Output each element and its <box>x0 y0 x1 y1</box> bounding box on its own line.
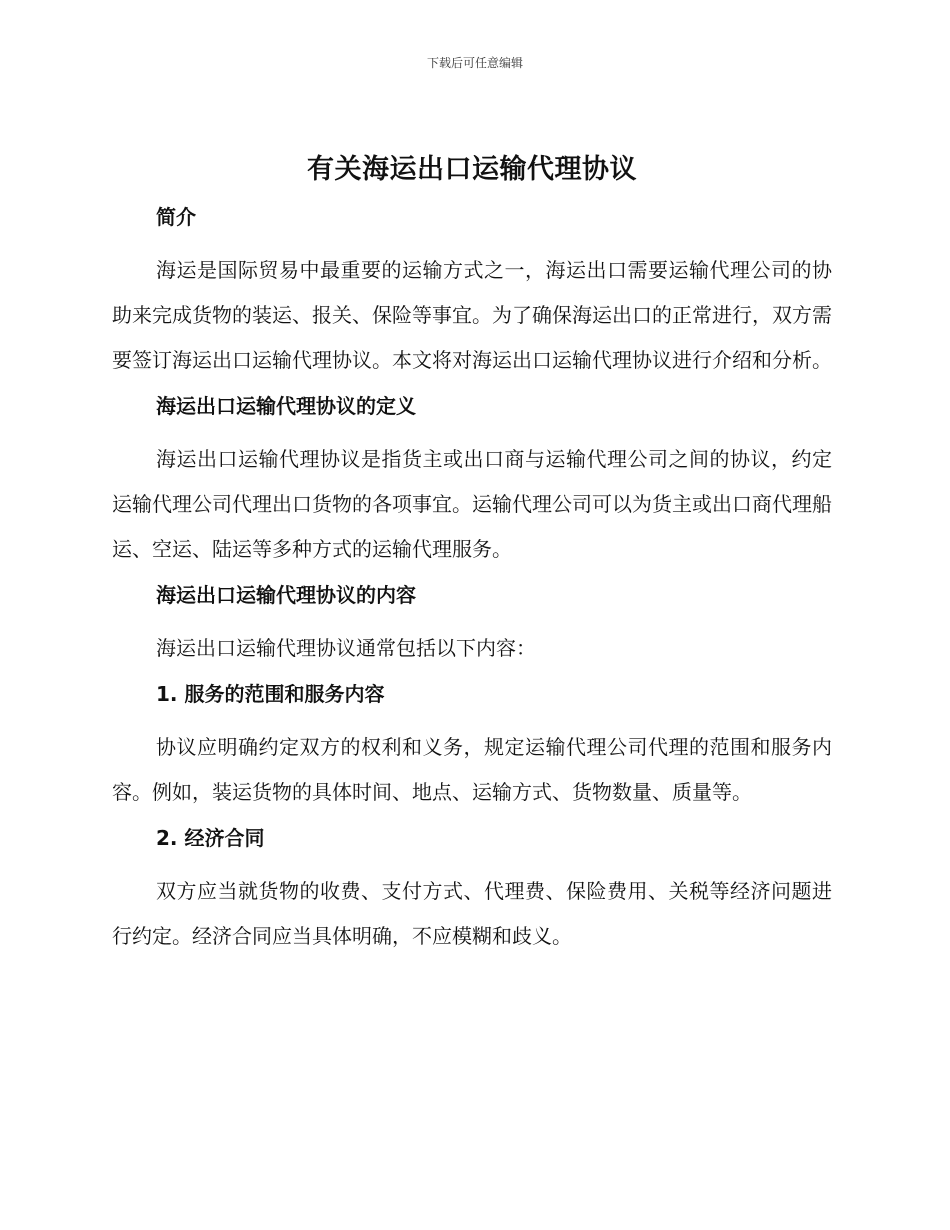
section-heading: 简介 <box>156 205 196 229</box>
section-heading: 2. 经济合同 <box>156 826 265 850</box>
section-content <box>112 580 832 671</box>
section-heading: 1. 服务的范围和服务内容 <box>156 682 385 706</box>
paragraph: 海运出口运输代理协议是指货主或出口商与运输代理公司之间的协议，约定运输代理公司代理出口货物的各项事宜。运输代理公司可以为货主或出口商代理船运、空运、陆运等多种方式的运输代理服务。 <box>112 447 832 561</box>
section-heading: 海运出口运输代理协议的内容 <box>156 583 416 607</box>
section-service-scope <box>112 679 832 815</box>
page-header: 下载后可任意编辑 <box>426 56 523 70</box>
section-economic-contract <box>112 823 832 959</box>
paragraph: 协议应明确约定双方的权利和义务，规定运输代理公司代理的范围和服务内容。例如，装运货物的具体时间、地点、运输方式、货物数量、质量等。 <box>112 735 832 804</box>
paragraph: 海运是国际贸易中最重要的运输方式之一，海运出口需要运输代理公司的协助来完成货物的装运、报关、保险等事宜。为了确保海运出口的正常进行，双方需要签订海运出口运输代理协议。本文将对海运出口运输代理协议进行介绍和分析。 <box>112 258 832 372</box>
document-body <box>112 150 832 967</box>
paragraph: 双方应当就货物的收费、支付方式、代理费、保险费用、关税等经济问题进行约定。经济合同应当具体明确，不应模糊和歧义。 <box>112 879 832 948</box>
section-definition <box>112 391 832 572</box>
document-title: 有关海运出口运输代理协议 <box>307 154 637 185</box>
section-heading: 海运出口运输代理协议的定义 <box>156 394 416 418</box>
section-intro <box>112 202 832 383</box>
paragraph: 海运出口运输代理协议通常包括以下内容： <box>156 636 536 660</box>
